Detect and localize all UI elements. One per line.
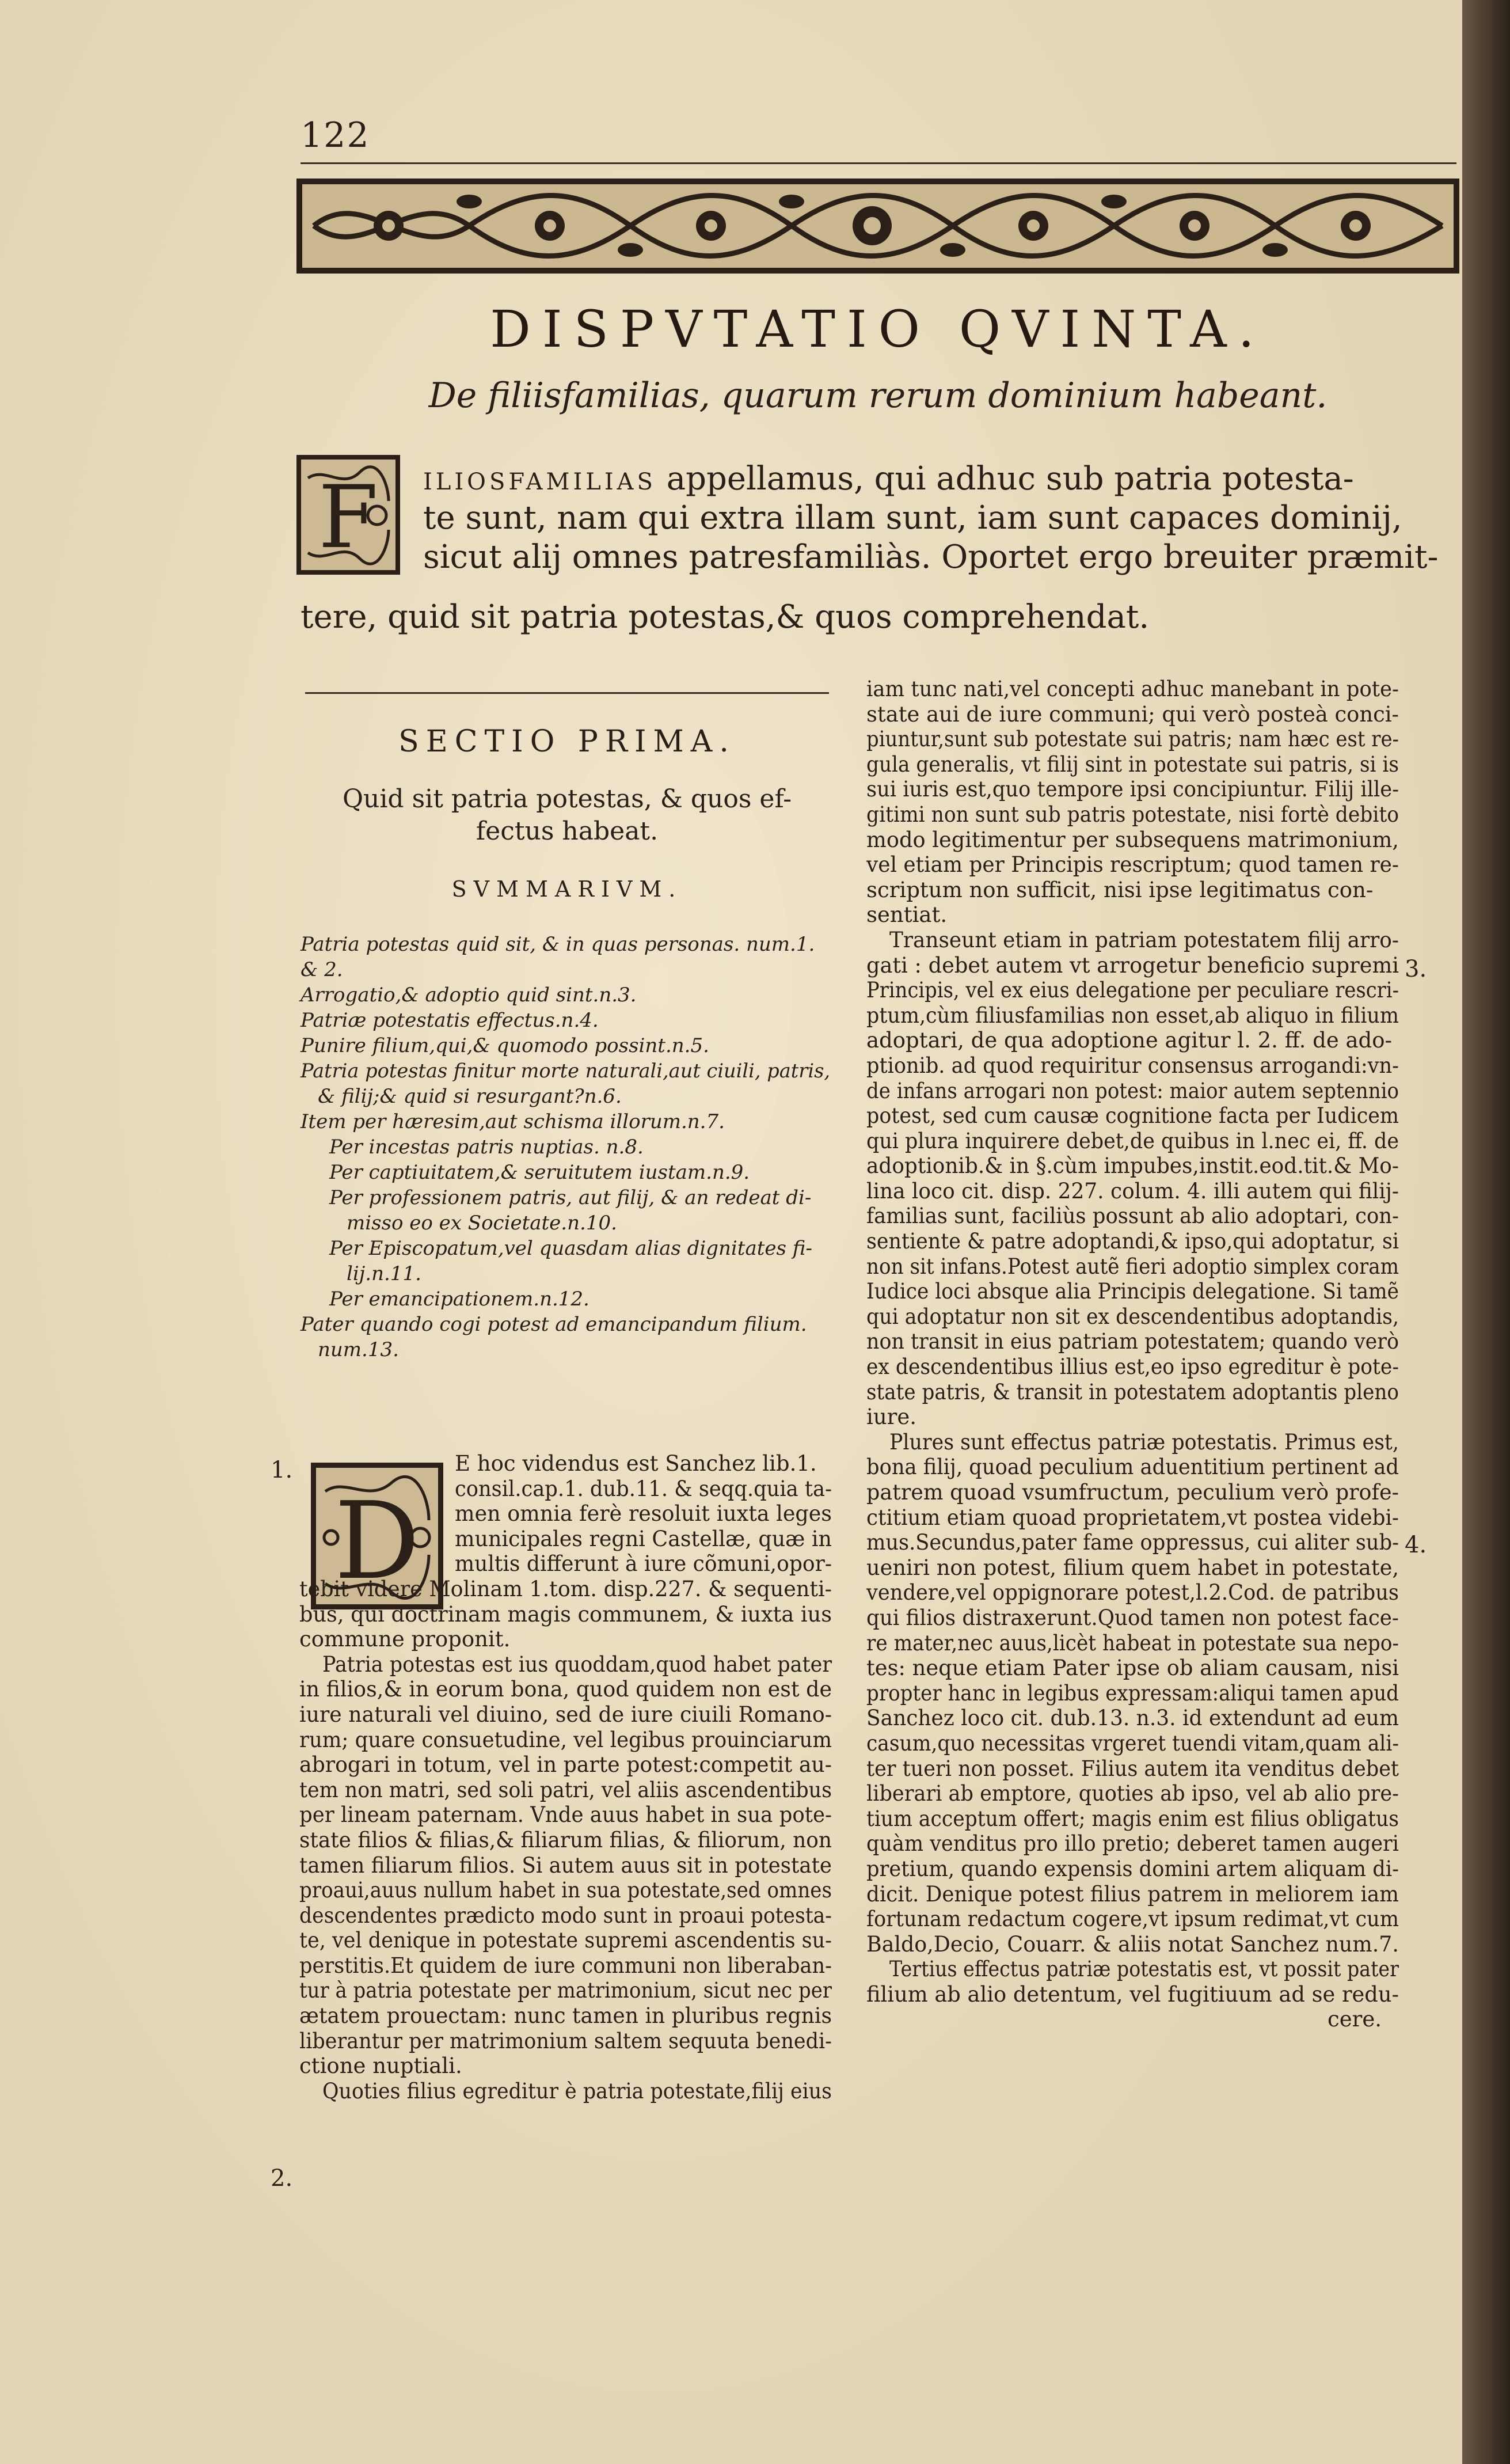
page-number: 122	[301, 115, 370, 155]
svg-text:D: D	[334, 1479, 420, 1603]
text-line: proaui,auus nullum habet in sua potestate,sed omnes	[299, 1878, 832, 1903]
text-line: Principis, vel ex eius delegatione per peculiare rescri-	[866, 978, 1399, 1003]
text-line: bona filij, quoad peculium aduentitium pertinent ad	[866, 1455, 1399, 1480]
text-line: ex descendentibus illius est,eo ipso egreditur è pote-	[866, 1354, 1399, 1380]
text-line: gati : debet autem vt arrogetur beneficio supremi	[866, 952, 1399, 978]
summary-line: Punire filium,qui,& quomodo possint.n.5.	[301, 1034, 709, 1057]
text-line: ptum,cùm filiusfamilias non esset,ab aliquo in filium	[866, 1003, 1399, 1028]
summary-heading: SVMMARIVM.	[451, 876, 683, 902]
text-line: adoptionib.& in §.cùm impubes,instit.eod.tit.& Mo-	[866, 1153, 1399, 1179]
text-line: non transit in eius patriam potestatem; quando verò	[866, 1329, 1399, 1354]
text-line: abrogari in totum, vel in parte potest:competit au-	[299, 1752, 832, 1778]
summary-line: Patria potestas finitur morte naturali,aut ciuili, patris,	[301, 1060, 830, 1083]
summary-line: Per Episcopatum,vel quasdam alias dignitates fi-	[329, 1237, 812, 1260]
text-line: tebit videre Molinam 1.tom. disp.227. & sequenti-	[299, 1576, 832, 1601]
text-line: modo legitimentur per subsequens matrimonium,	[866, 827, 1399, 852]
text-line: fortunam redactum cogere,vt ipsum redimat,vt cum	[866, 1907, 1399, 1932]
text-line: ctione nuptiali.	[299, 2053, 462, 2079]
text-line: municipales regni Castellæ, quæ in	[455, 1526, 832, 1551]
summary-line: lij.n.11.	[347, 1262, 421, 1285]
text-line: te, vel denique in potestate supremi ascendentis su-	[299, 1928, 832, 1953]
text-line: multis differunt à iure cõmuni,opor-	[455, 1551, 832, 1577]
text-line: tamen filiarum filios. Si autem auus sit in potestate	[299, 1852, 832, 1878]
text-line: state aui de iure communi; qui verò posteà conci-	[866, 701, 1399, 727]
text-line: Transeunt etiam in patriam potestatem filij arro-	[889, 927, 1399, 952]
text-line: vel etiam per Principis rescriptum; quod tamen re-	[866, 852, 1399, 878]
text-line: gula generalis, vt filij sint in potestate sui patris, si is	[866, 751, 1399, 777]
text-line: ueniri non potest, filium quem habet in potestate,	[866, 1555, 1399, 1580]
disputation-title: DISPVTATIO QVINTA.	[490, 299, 1266, 359]
text-line: Baldo,Decio, Couarr. & aliis notat Sanchez num.7.	[866, 1931, 1399, 1957]
text-line: state filios & filias,& filiarum filias, & filiorum, non	[299, 1827, 832, 1852]
text-line: bus, qui doctrinam magis communem, & iuxta ius	[299, 1601, 832, 1627]
text-line: cere.	[1328, 2007, 1382, 2032]
text-line: dicit. Denique potest filius patrem in meliorem iam	[866, 1881, 1399, 1907]
text-line: tem non matri, sed soli patri, vel aliis ascendentibus	[299, 1777, 832, 1802]
text-line: ptionib. ad quod requiritur consensus arrogandi:vn-	[866, 1053, 1399, 1078]
text-line: iure.	[866, 1404, 917, 1430]
svg-text:F: F	[318, 468, 379, 568]
text-line: iam tunc nati,vel concepti adhuc manebant in pote-	[866, 677, 1399, 701]
text-line: E hoc videndus est Sanchez lib.1.	[455, 1451, 817, 1476]
text-line: potest, sed cum causæ cognitione facta per Iudicem	[866, 1103, 1399, 1129]
summary-line: & 2.	[301, 958, 343, 981]
summary-line: Per professionem patris, aut filij, & an redeat di-	[329, 1186, 812, 1209]
text-line: adoptari, de qua adoptione agitur l. 2. ff. de ado-	[866, 1028, 1393, 1053]
margin-number: 3.	[1405, 956, 1427, 982]
text-line: non sit infans.Potest autẽ fieri adoptio simplex coram	[866, 1254, 1399, 1279]
text-line: de infans arrogari non potest: maior autem septennio	[866, 1078, 1399, 1103]
text-line: qui plura inquirere debet,de quibus in l.nec ei, ff. de	[866, 1128, 1399, 1153]
section-question-line: fectus habeat.	[476, 817, 659, 846]
text-line: commune proponit.	[299, 1627, 511, 1652]
text-line: ætatem prouectam: nunc tamen in pluribus regnis	[299, 2003, 832, 2029]
summary-line: & filij;& quid si resurgant?n.6.	[318, 1085, 622, 1108]
text-line: piuntur,sunt sub potestate sui patris; nam hæc est re-	[866, 727, 1399, 752]
summary-line: Per captiuitatem,& seruitutem iustam.n.9.	[329, 1161, 750, 1184]
text-line: tium acceptum offert; magis enim est filius obligatus	[866, 1806, 1399, 1831]
section-heading: SECTIO PRIMA.	[398, 724, 736, 759]
text-line: tes: neque etiam Pater ipse ob aliam causam, nisi	[866, 1656, 1399, 1681]
intro-line-2: te sunt, nam qui extra illam sunt, iam sunt capaces dominij,	[423, 499, 1402, 537]
text-line: scriptum non sufficit, nisi ipse legitimatus con-	[866, 877, 1374, 902]
left-column-text	[299, 1451, 832, 2104]
summary-line: Arrogatio,& adoptio quid sint.n.3.	[301, 984, 637, 1007]
summary-line: Patria potestas quid sit, & in quas personas. num.1.	[301, 933, 815, 956]
text-line: pretium, quando expensis domini artem aliquam di-	[866, 1856, 1399, 1881]
text-line: vendere,vel oppignorare potest,l.2.Cod. de patribus	[866, 1580, 1399, 1605]
text-line: patrem quoad vsumfructum, peculium verò profe-	[866, 1480, 1399, 1505]
text-line: filium ab alio detentum, vel fugitiuum ad se redu-	[866, 1981, 1399, 2007]
summary-line: Patriæ potestatis effectus.n.4.	[301, 1009, 599, 1032]
margin-number: 2.	[271, 2165, 293, 2192]
summary-line: Pater quando cogi potest ad emancipandum filium.	[301, 1313, 807, 1336]
text-line: consil.cap.1. dub.11. & seqq.quia ta-	[455, 1476, 832, 1501]
text-line: Tertius effectus patriæ potestatis est, vt possit pater	[889, 1957, 1399, 1982]
text-line: perstitis.Et quidem de iure communi non liberaban-	[299, 1953, 832, 1978]
summary-line: Per emancipationem.n.12.	[329, 1288, 589, 1311]
text-line: propter hanc in legibus expressam:aliqui tamen apud	[866, 1680, 1399, 1706]
intro-line-4: tere, quid sit patria potestas,& quos comprehendat.	[301, 598, 1150, 636]
summary-line: Per incestas patris nuptias. n.8.	[329, 1136, 644, 1159]
intro-line-3: sicut alij omnes patresfamiliàs. Oportet ergo breuiter præmit-	[423, 538, 1439, 576]
text-line: Quoties filius egreditur è patria potestate,filij eius	[322, 2078, 832, 2104]
text-line: lina loco cit. disp. 227. colum. 4. illi autem qui filij-	[866, 1178, 1399, 1203]
summary-line: misso eo ex Societate.n.10.	[347, 1212, 617, 1235]
decorated-initial-f	[296, 455, 400, 575]
disputation-subtitle: De filiisfamilias, quarum rerum dominium habeant.	[428, 375, 1328, 416]
book-spine-edge	[1462, 0, 1510, 2464]
text-line: men omnia ferè resoluit iuxta leges	[455, 1501, 832, 1527]
margin-number: 1.	[271, 1457, 293, 1483]
text-line: quàm venditus pro illo pretio; deberet tamen augeri	[866, 1831, 1399, 1856]
intro-smallcaps: ILIOSFAMILIAS	[423, 469, 656, 495]
text-line: descendentes prædicto modo sunt in proaui potesta-	[299, 1903, 832, 1928]
text-line: mus.Secundus,pater fame oppressus, cui aliter sub-	[866, 1530, 1399, 1555]
text-line: gitimi non sunt sub patris potestate, nisi fortè debito	[866, 802, 1399, 827]
text-line: sentiente & patre adoptandi,& ipso,qui adoptatur, si	[866, 1229, 1399, 1254]
intro-line-1	[423, 461, 1354, 500]
margin-number: 4.	[1405, 1532, 1427, 1558]
summary-line: Item per hæresim,aut schisma illorum.n.7.	[301, 1110, 725, 1133]
ornamental-headpiece	[296, 179, 1459, 274]
header-rule	[301, 162, 1456, 164]
text-line: tur à patria potestate per matrimonium, sicut nec per	[299, 1978, 832, 2003]
text-line: qui adoptatur non sit ex descendentibus adoptandis,	[866, 1304, 1399, 1329]
text-line: familias sunt, faciliùs possunt ab alio adoptari, con-	[866, 1203, 1399, 1229]
text-line: liberantur per matrimonium saltem sequuta benedi-	[299, 2028, 832, 2053]
text-line: liberari ab emptore, quoties ab ipso, vel ab alio pre-	[866, 1781, 1399, 1806]
text-line: Patria potestas est ius quoddam,quod habet pater	[322, 1651, 832, 1677]
intro-line-text: appellamus, qui adhuc sub patria potesta-	[656, 460, 1354, 498]
text-line: rum; quare consuetudine, vel legibus prouinciarum	[299, 1727, 832, 1752]
text-line: per lineam paternam. Vnde auus habet in sua pote-	[299, 1802, 832, 1828]
section-question-line: Quid sit patria potestas, & quos ef-	[342, 784, 792, 814]
text-line: sentiat.	[866, 902, 948, 928]
section-question	[305, 783, 829, 848]
text-line: Plures sunt effectus patriæ potestatis. Primus est,	[889, 1429, 1399, 1455]
section-rule	[305, 692, 829, 694]
summary-list	[301, 932, 830, 1362]
summary-line: num.13.	[318, 1338, 399, 1361]
text-line: Sanchez loco cit. dub.13. n.3. id extendunt ad eum	[866, 1706, 1399, 1731]
text-line: re mater,nec auus,licèt habeat in potestate sua nepo-	[866, 1630, 1399, 1656]
text-line: in filios,& in eorum bona, quod quidem non est de	[299, 1677, 832, 1702]
text-line: ctitium etiam quoad proprietatem,vt postea videbi-	[866, 1505, 1399, 1530]
text-line: sui iuris est,quo tempore ipsi concipiuntur. Filij ille-	[866, 777, 1399, 802]
text-line: ter tueri non posset. Filius autem ita venditus debet	[866, 1756, 1399, 1781]
text-line: iure naturali vel diuino, sed de iure ciuili Romano-	[299, 1702, 832, 1727]
text-line: casum,quo necessitas vrgeret tuendi vitam,quam ali-	[866, 1730, 1399, 1756]
right-column-text	[866, 677, 1399, 2032]
text-line: state patris, & transit in potestatem adoptantis pleno	[866, 1379, 1399, 1404]
text-line: Iudice loci absque alia Principis delegatione. Si tamẽ	[866, 1279, 1399, 1304]
text-line: qui filios distraxerunt.Quod tamen non potest face-	[866, 1605, 1399, 1630]
